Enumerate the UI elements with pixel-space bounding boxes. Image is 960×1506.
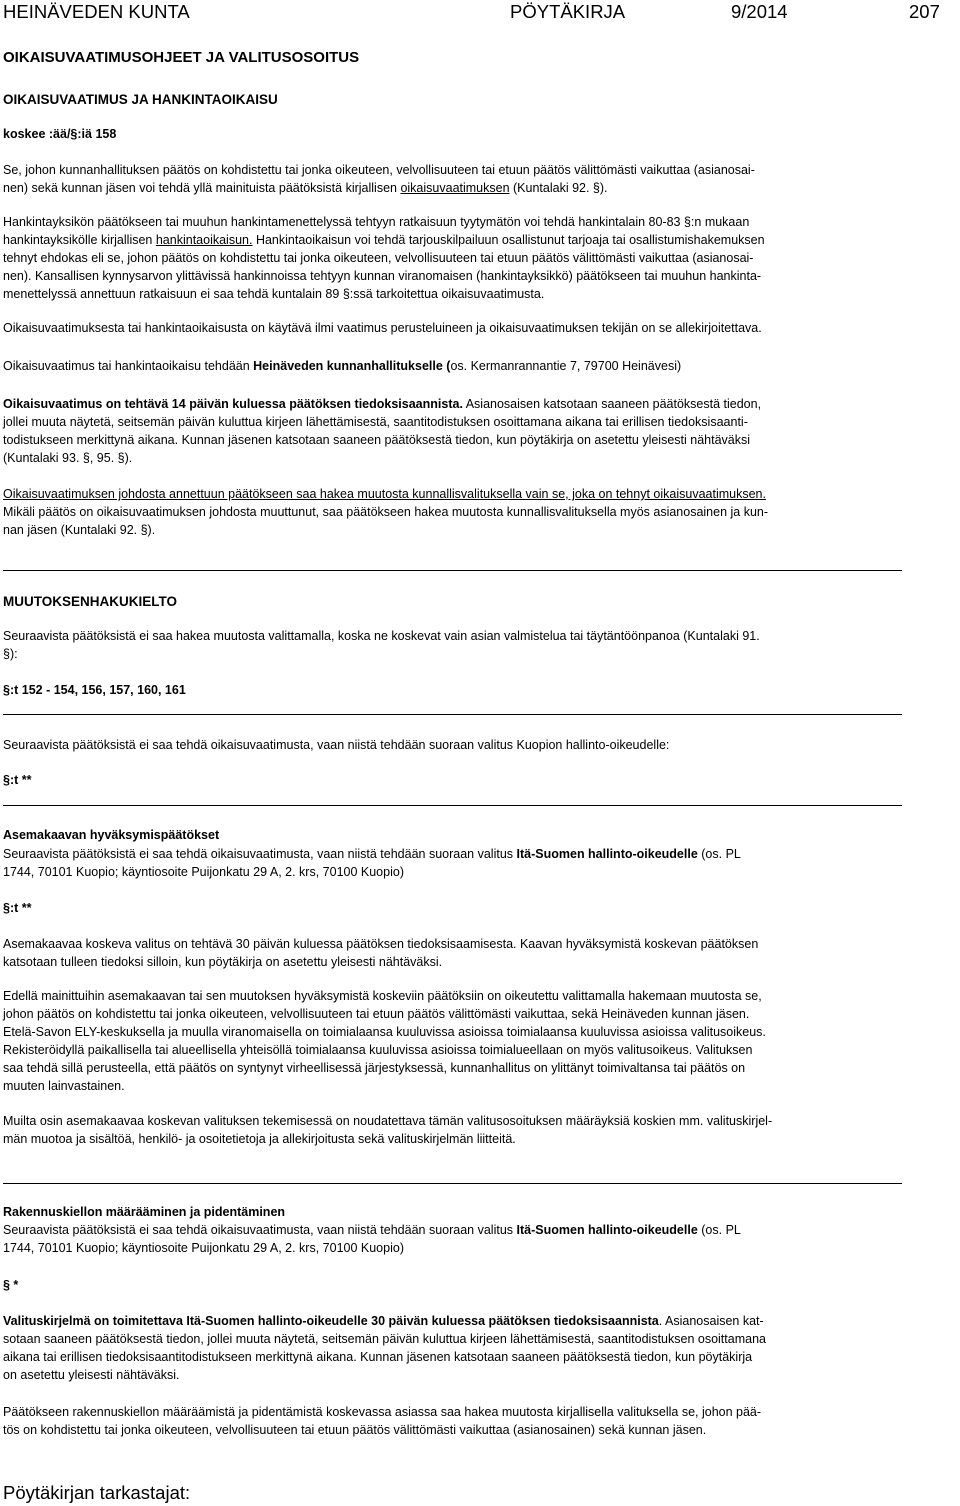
muutoksenhakukielto-sections: §:t 152 - 154, 156, 157, 160, 161 [3,683,186,697]
koskee-line [3,126,116,144]
asemakaava-p3-line2: män muotoa ja sisältöä, henkilö- ja osoitetietoja ja allekirjoitusta sekä valituskirjelmän liitteitä. [3,1132,516,1146]
rakennuskielto-heading: Rakennuskiellon määrääminen ja pidentäminen [3,1205,286,1219]
hankintaoikaisu-link[interactable]: hankintaoikaisun. [155,233,253,247]
rakennuskielto-court: Itä-Suomen hallinto-oikeudelle [516,1223,698,1237]
asemakaava-p2-line2: johon päätös on kohdistettu tai jonka oikeuteen, velvollisuuteen tai etuun päätös välittömästi vaikuttaa, sekä Heinäveden kunnan jäsen. [3,1007,750,1021]
divider [3,1183,902,1184]
rakennuskielto-p1-line1 [3,1313,764,1331]
para5-line4: (Kuntalaki 93. §, 95. §). [3,451,133,465]
rakennuskielto-line1 [3,1222,741,1240]
para2-line2-pre: hankintayksikölle kirjallisen [3,233,156,247]
asemakaava-heading: Asemakaavan hyväksymispäätökset [3,828,220,842]
rakennuskielto-line1-pre: Seuraavista päätöksistä ei saa tehdä oikaisuvaatimusta, vaan niistä tehdään suoraan valitus [3,1223,517,1237]
muutoksenhakukielto-line1: Seuraavista päätöksistä ei saa hakea muutosta valittamalla, koska ne koskevat vain asian valmistelua tai täytäntöönpanoa (Kuntalaki 91. [3,629,760,643]
asemakaava-p2-line5: saa tehdä sillä perusteella, että päätös on syntynyt virheellisessä järjestyksessä, kunnanhallitus on ylittänyt toimivaltansa tai päätös on [3,1061,746,1075]
asemakaava-line1 [3,846,741,864]
para6-line2: Mikäli päätös on oikaisuvaatimuksen johdosta muuttunut, saa päätökseen hakea muutosta kunnallisvalituksella myös asianosainen ja kun- [3,505,769,519]
asemakaava-p2-line3: Etelä-Savon ELY-keskuksella ja muulla viranomaisella on toimialaansa kuuluvissa asioissa toimialaansa kuuluvissa asioissa valitusoikeus. [3,1025,766,1039]
asemakaava-line1-post: (os. PL [697,847,741,861]
para1-line2-post: (Kuntalaki 92. §). [509,181,608,195]
header-issue: 9/2014 [731,1,788,22]
rakennuskielto-deadline: Valituskirjelmä on toimitettava Itä-Suomen hallinto-oikeudelle 30 päivän kuluessa päätöksen tiedoksisaannista [3,1314,659,1328]
para2-line1: Hankintayksikön päätökseen tai muuhun hankintamenettelyssä tehtyyn ratkaisuun tyytymätön voi tehdä hankintalain 80-83 §:n mukaan [3,215,750,229]
asemakaava-court: Itä-Suomen hallinto-oikeudelle [516,847,698,861]
rakennuskielto-p1-line4: on asetettu yleisesti nähtäväksi. [3,1368,180,1382]
para2-line5: menettelyssä annettuun ratkaisuun ei saa tehdä kuntalain 89 §:ssä tarkoitettua oikaisuvaatimusta. [3,287,545,301]
section-title: OIKAISUVAATIMUS JA HANKINTAOIKAISU [3,92,278,107]
para5-line1-post: Asianosaisen katsotaan saaneen päätöksestä tiedon, [462,397,762,411]
para2-line4: nen). Kansallisen kynnysarvon ylittävissä hankinnoissa tehtyyn kunnan viranomaisen (hankintayksikkö) päätökseen tai muuhun hankinta- [3,269,762,283]
kuopio-line: Seuraavista päätöksistä ei saa tehdä oikaisuvaatimusta, vaan niistä tehdään suoraan valitus Kuopion hallinto-oikeudelle: [3,738,670,752]
rakennuskielto-p1-line3: aikana tai erillisen tiedoksisaantitodistukseen merkittynä aikana. Kunnan jäsenen katsotaan saaneen päätöksestä tiedon, kun pöytäkirja [3,1350,753,1364]
para2-line2-post: Hankintaoikaisun voi tehdä tarjouskilpailuun osallistunut tarjoaja tai osallistumishakemuksen [252,233,765,247]
para5-deadline: Oikaisuvaatimus on tehtävä 14 päivän kuluessa päätöksen tiedoksisaannista. [3,397,463,411]
asemakaava-p3-line1: Muilta osin asemakaavaa koskevan valituksen tekemisessä on noudatettava tämän valitusosoituksen määräyksiä koskien mm. valituskirjel- [3,1114,773,1128]
para3: Oikaisuvaatimuksesta tai hankintaoikaisusta on käytävä ilmi vaatimus perusteluineen ja oikaisuvaatimuksen tekijän on se allekirjoitettava. [3,321,762,335]
koskee-number: 158 [95,127,117,141]
para1-line2 [3,180,608,198]
rakennuskielto-p1-line1-post: . Asianosaisen kat- [658,1314,764,1328]
para6-line1: Oikaisuvaatimuksen johdosta annettuun päätökseen saa hakea muutosta kunnallisvalituksella vain se, joka on tehnyt oikaisuvaatimuksen. [3,487,766,501]
para4-address: os. Kermanrannantie 7, 79700 Heinävesi) [450,359,682,373]
divider [3,714,902,715]
para1-line2-pre: nen) sekä kunnan jäsen voi tehdä yllä mainituista päätöksistä kirjallisen [3,181,401,195]
kuopio-sections: §:t ** [3,773,32,787]
asemakaava-p2-line4: Rekisteröidyllä paikallisella tai alueellisella yhteisöllä toimialaansa kuuluvissa asioissa toimialueellaan on myös valitusoikeus. Valituksen [3,1043,753,1057]
rakennuskielto-p2-line1: Päätökseen rakennuskiellon määräämistä ja pidentämistä koskevassa asiassa saa hakea muutosta kirjallisella valituksella se, johon pää- [3,1405,762,1419]
rakennuskielto-p1-line2: sotaan saaneen päätöksestä tiedon, jollei muuta näytetä, seitsemän päivän kuluttua kirjeen lähettämisestä, saantitodistuksen osoittamana [3,1332,766,1346]
rakennuskielto-line1-post: (os. PL [697,1223,741,1237]
divider [3,570,902,571]
asemakaava-p2-line6: muuten lainvastainen. [3,1079,125,1093]
rakennuskielto-sections: § * [3,1278,19,1292]
asemakaava-p2-line1: Edellä mainittuihin asemakaavan tai sen muutoksen hyväksymistä koskeviin päätöksiin on oikeutettu valittamalla hakemaan muutosta se, [3,989,762,1003]
muutoksenhakukielto-line2: §): [3,647,18,661]
asemakaava-p1-line1: Asemakaavaa koskeva valitus on tehtävä 30 päivän kuluessa päätöksen tiedoksisaamisesta. Kaavan hyväksymistä koskevan päätöksen [3,937,759,951]
oikaisuvaatimus-link[interactable]: oikaisuvaatimuksen [400,181,510,195]
para4 [3,358,681,376]
asemakaava-line2: 1744, 70101 Kuopio; käyntiosoite Puijonkatu 29 A, 2. krs, 70100 Kuopio) [3,865,404,879]
footer-reviewers: Pöytäkirjan tarkastajat: [3,1482,191,1503]
para1-line1: Se, johon kunnanhallituksen päätös on kohdistettu tai jonka oikeuteen, velvollisuuteen tai etuun päätös välittömästi vaikuttaa (asianosai- [3,163,755,177]
rakennuskielto-p2-line2: tös on kohdistettu tai jonka oikeuteen, velvollisuuteen tai etuun päätös välittömästi vaikuttaa (asianosainen) sekä kunnan jäsen. [3,1423,707,1437]
para2-line3: tehnyt ehdokas eli se, johon päätös on kohdistettu tai jonka oikeuteen, velvollisuuteen tai etuun päätös välittömästi vaikuttaa (asianosai- [3,251,754,265]
asemakaava-p1-line2: katsotaan tulleen tiedoksi silloin, kun pöytäkirja on asetettu yleisesti nähtäväksi. [3,955,443,969]
rakennuskielto-line2: 1744, 70101 Kuopio; käyntiosoite Puijonkatu 29 A, 2. krs, 70100 Kuopio) [3,1241,404,1255]
para4-pre: Oikaisuvaatimus tai hankintaoikaisu tehdään [3,359,254,373]
divider [3,805,902,806]
para4-recipient: Heinäveden kunnanhallitukselle ( [253,359,451,373]
header-municipality: HEINÄVEDEN KUNTA [3,1,190,22]
muutoksenhakukielto-heading: MUUTOKSENHAKUKIELTO [3,594,178,609]
para5-line1 [3,396,761,414]
para5-line2: jollei muuta näytetä, seitsemän päivän kuluttua kirjeen lähettämisestä, saantitodistuksen osoittamana aikana tai erillisen tiedoksisaanti- [3,415,748,429]
asemakaava-sections: §:t ** [3,901,32,915]
para5-line3: todistukseen merkittynä aikana. Kunnan jäsenen katsotaan saaneen päätöksestä tiedon, kun pöytäkirja on asetettu yleisesti nähtäväksi [3,433,751,447]
para2-line2 [3,232,765,250]
asemakaava-line1-pre: Seuraavista päätöksistä ei saa tehdä oikaisuvaatimusta, vaan niistä tehdään suoraan valitus [3,847,517,861]
koskee-sections: :ää/§:iä [48,127,92,141]
header-page-number: 207 [909,1,940,22]
para6-line3: nan jäsen (Kuntalaki 92. §). [3,523,156,537]
document-title: OIKAISUVAATIMUSOHJEET JA VALITUSOSOITUS [3,49,360,66]
header-doc-type: PÖYTÄKIRJA [510,1,626,22]
koskee-label: koskee [3,127,46,141]
